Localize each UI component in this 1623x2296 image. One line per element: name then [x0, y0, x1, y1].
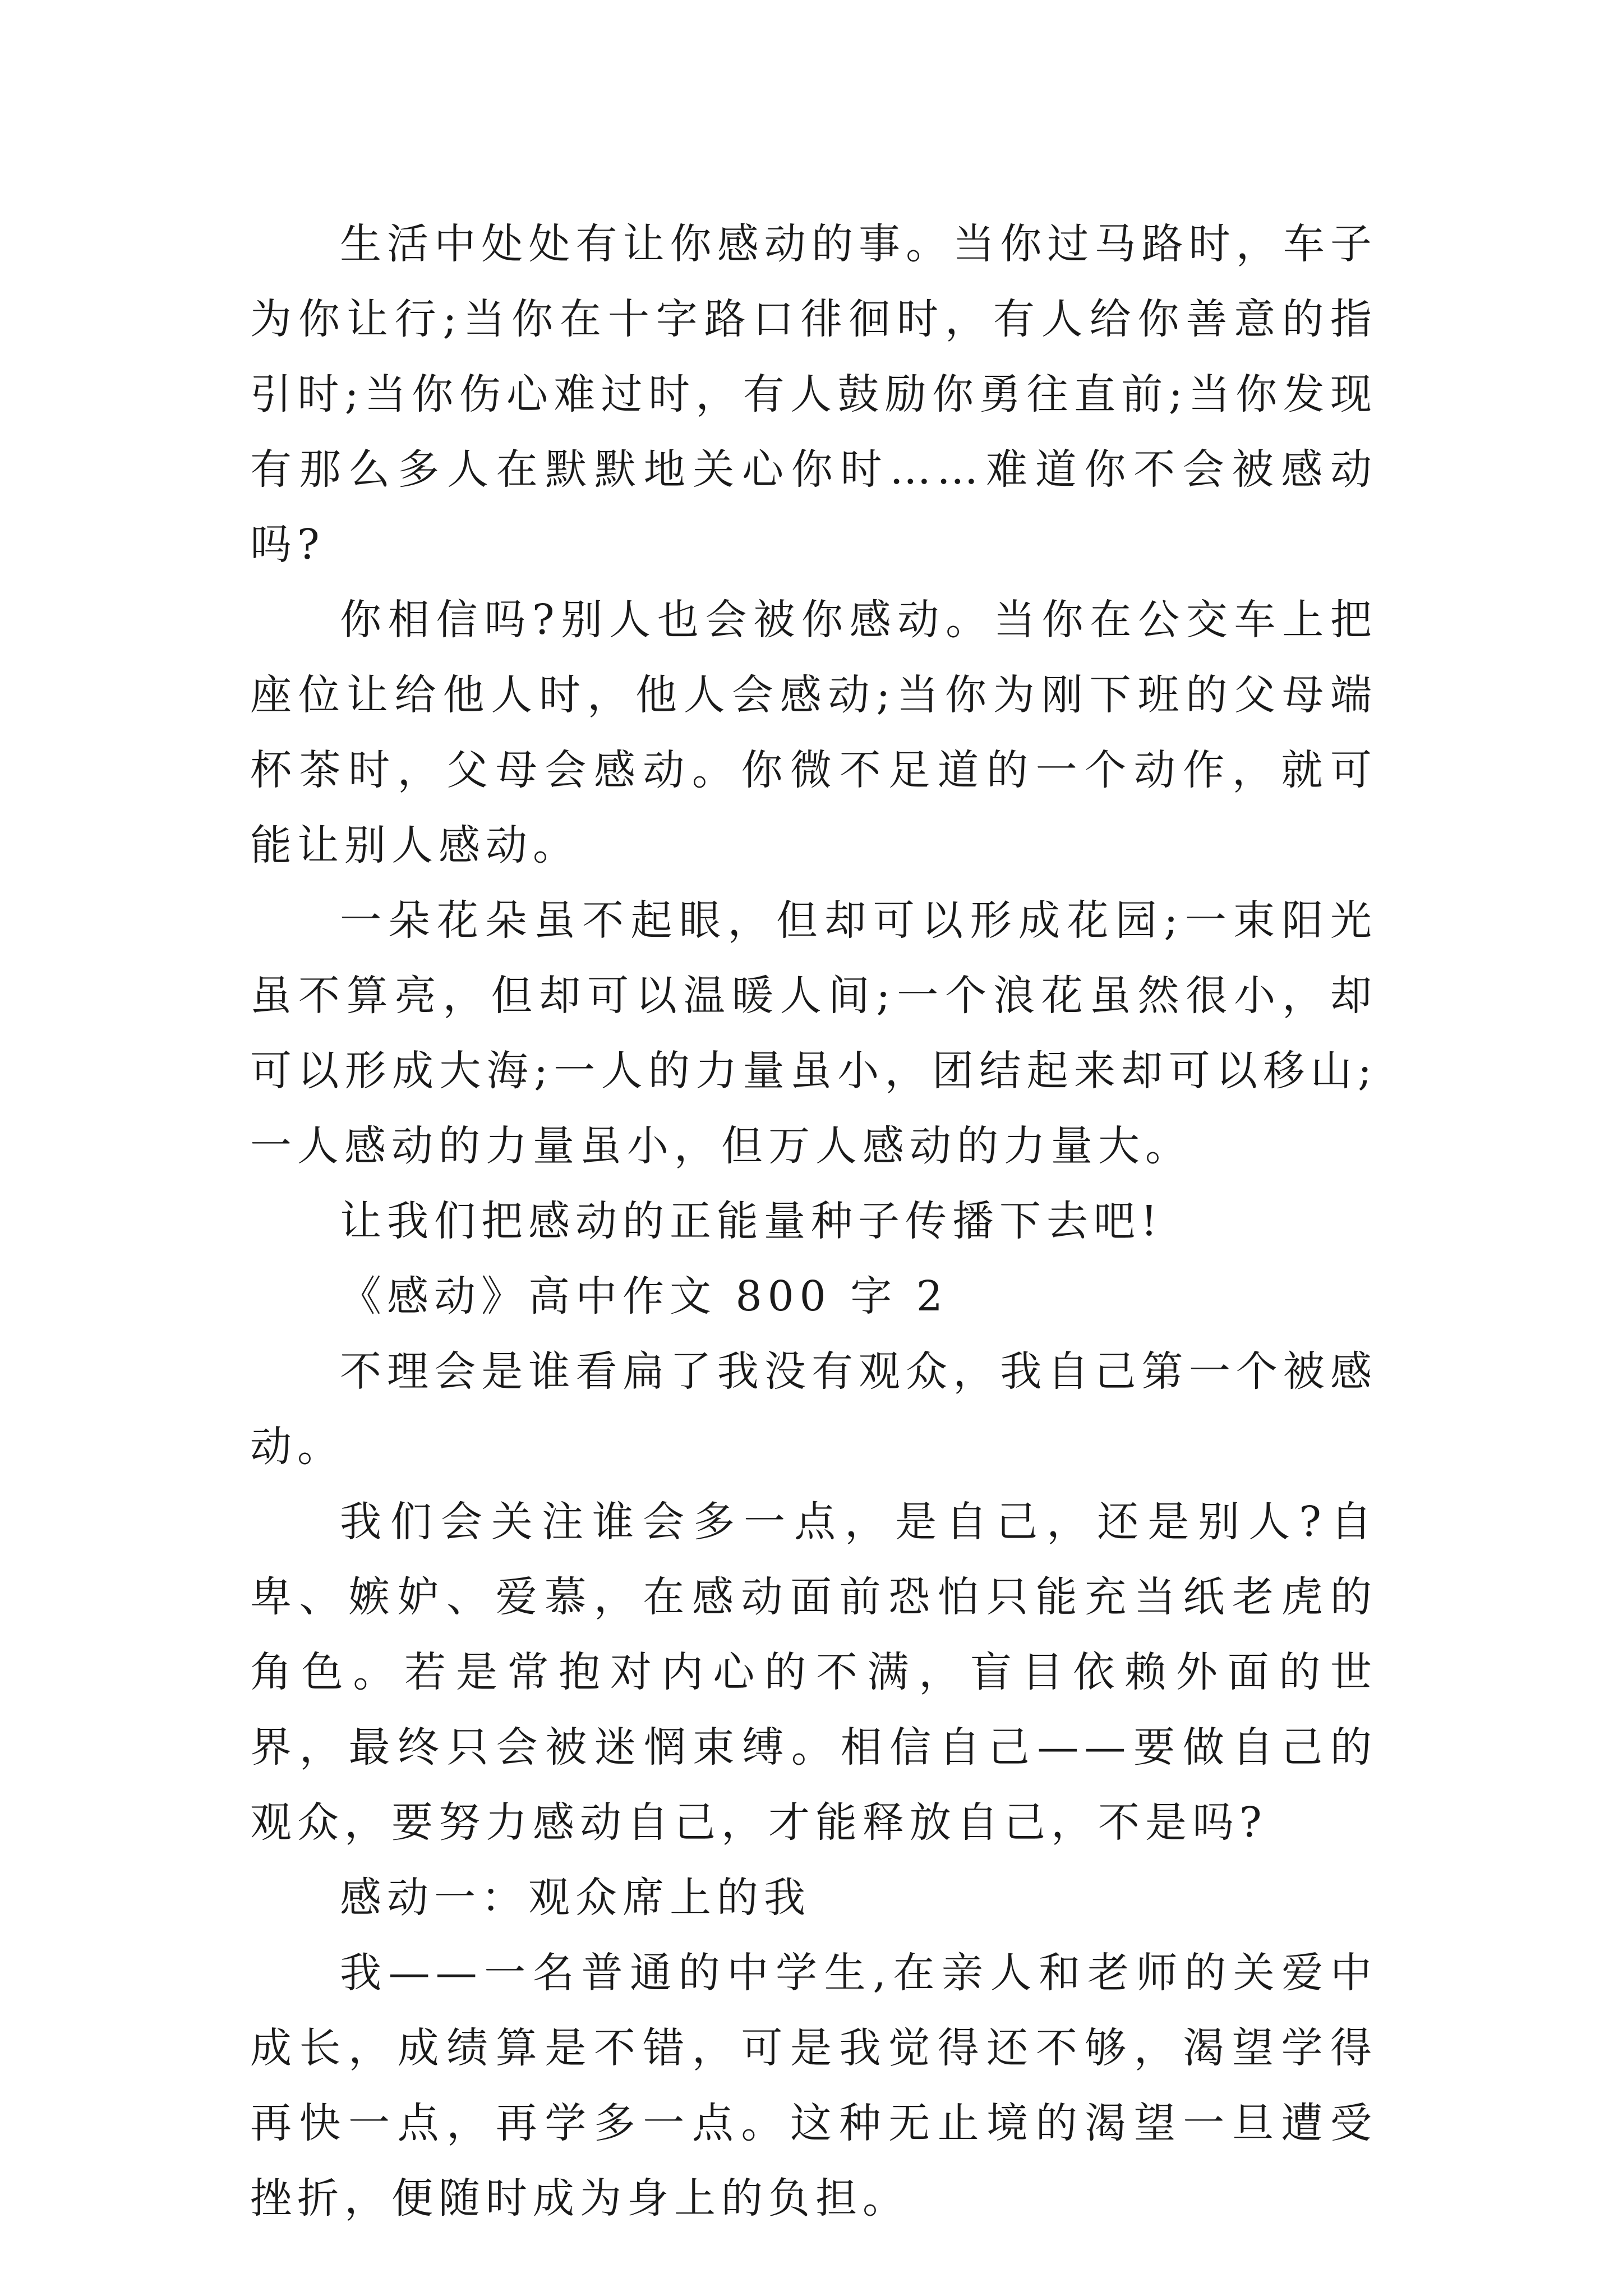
essay-heading: 《感动》高中作文 800 字 2 — [340, 1272, 948, 1320]
paragraph-3: 一朵花朵虽不起眼，但却可以形成花园;一束阳光虽不算亮，但却可以温暖人间;一个浪花虽然很小，却可以形成大海;一人的力量虽小，团结起来却可以移山;一人感动的力量虽小，但万人感动的力量大。 — [250, 896, 1377, 1170]
section-heading: 感动一：观众席上的我 — [340, 1874, 811, 1922]
paragraph-1: 生活中处处有让你感动的事。当你过马路时，车子为你让行;当你在十字路口徘徊时，有人给你善意的指引时;当你伤心难过时，有人鼓励你勇往直前;当你发现有那么多人在默默地关心你时……难道你不会被感动吗? — [250, 220, 1377, 569]
paragraph-6: 我们会关注谁会多一点，是自己，还是别人?自卑、嫉妒、爱慕，在感动面前恐怕只能充当纸老虎的角色。若是常抱对内心的不满，盲目依赖外面的世界，最终只会被迷惘束缚。相信自己——要做自己的观众，要努力感动自己，才能释放自己，不是吗? — [250, 1498, 1377, 1847]
paragraph-2: 你相信吗?别人也会被你感动。当你在公交车上把座位让给他人时，他人会感动;当你为刚下班的父母端杯茶时，父母会感动。你微不足道的一个动作，就可能让别人感动。 — [250, 596, 1377, 869]
document-body — [250, 206, 1377, 2236]
paragraph-4: 让我们把感动的正能量种子传播下去吧! — [340, 1197, 1163, 1245]
paragraph-7: 我——一名普通的中学生,在亲人和老师的关爱中成长，成绩算是不错，可是我觉得还不够，渴望学得再快一点，再学多一点。这种无止境的渴望一旦遭受挫折，便随时成为身上的负担。 — [250, 1949, 1377, 2223]
paragraph-5: 不理会是谁看扁了我没有观众，我自己第一个被感动。 — [250, 1347, 1377, 1471]
